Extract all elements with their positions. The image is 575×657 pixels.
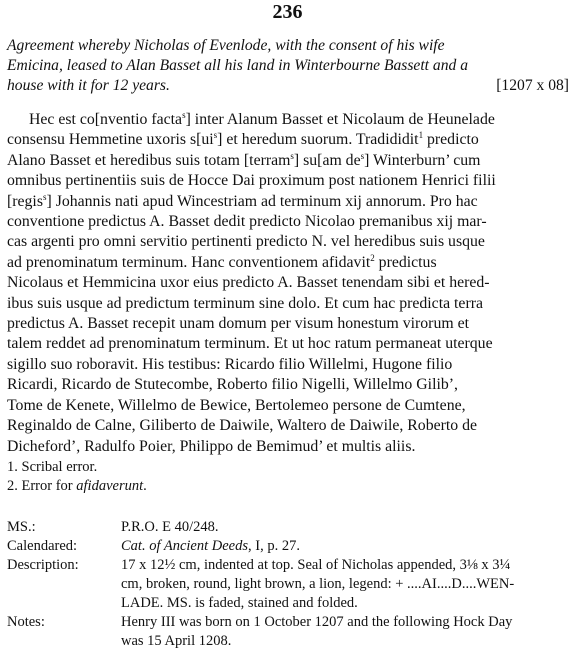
superscript-s: s — [42, 191, 47, 202]
text-fragment: ] Winterburn’ cum — [364, 151, 481, 169]
footnotes — [7, 458, 147, 496]
document-date: [1207 x 08] — [496, 77, 569, 94]
meta-label: Calendared: — [7, 538, 78, 554]
superscript-s: s — [360, 150, 365, 161]
text-fragment: Hec est co[nventio facta — [29, 111, 183, 128]
text-fragment: consensu Hemmetine uxoris s[ui — [7, 131, 214, 149]
text-line: Reginaldo de Calne, Giliberto de Daiwile, Waltero de Daiwile, Roberto de — [7, 417, 478, 435]
meta-value-title: Cat. of Ancient Deeds — [121, 538, 248, 554]
text-fragment: ] su[am de — [293, 151, 361, 169]
charter-text — [7, 110, 569, 457]
meta-value-line: LADE. MS. is faded, stained and folded. — [121, 595, 358, 611]
document-number: 236 — [272, 1, 303, 23]
meta-value-line: Henry III was born on 1 October 1207 and the following Hock Day — [121, 614, 513, 630]
text-line — [7, 192, 569, 212]
meta-value: P.R.O. E 40/248. — [121, 519, 219, 535]
text-line: cas argenti pro omni servitio pertinenti predicto N. vel heredibus suis usque — [7, 233, 485, 251]
footnote-2 — [7, 477, 147, 496]
meta-label: Description: — [7, 557, 79, 573]
summary-line: Emicina, leased to Alan Basset all his land in Winterbourne Bassett and a — [7, 57, 468, 74]
footnote-text: 2. Error for — [7, 478, 77, 494]
text-line — [7, 253, 569, 273]
superscript-s: s — [182, 110, 186, 120]
text-fragment: ] et heredum suorum. Tradididit — [217, 131, 419, 149]
meta-value-line: 17 x 12½ cm, indented at top. Seal of Nicholas appended, 3⅛ x 3¼ — [121, 557, 511, 573]
summary-line: house with it for 12 years. — [7, 77, 170, 94]
text-line: Nicolaus et Hemmicina uxor eius predicto A. Basset tenendam sibi et hered- — [7, 274, 490, 292]
summary-line: Agreement whereby Nicholas of Evenlode, with the consent of his wife — [7, 37, 445, 54]
summary-line-last — [7, 76, 569, 96]
meta-row-notes — [7, 613, 569, 651]
footnote-text: . — [143, 478, 147, 494]
text-line: talem reddet ad prenominatum terminum. Et ut hoc ratum permaneat uterque — [7, 335, 493, 353]
manuscript-metadata — [7, 518, 569, 651]
superscript-s: s — [290, 150, 294, 161]
meta-row-description — [7, 556, 569, 613]
text-fragment: ] Johannis nati apud Wincestriam ad terminum xij annorum. Pro hac — [46, 192, 478, 210]
text-fragment: ad prenominatum terminum. Hanc conventionem afidavit — [7, 253, 371, 271]
text-line — [7, 110, 569, 130]
text-line: Ricardi, Ricardo de Stutecombe, Roberto filio Nigelli, Willelmo Gilib’, — [7, 376, 458, 394]
footnote-ref-1: 1 — [418, 130, 424, 141]
text-fragment: [regis — [7, 192, 43, 210]
text-fragment: predictus — [374, 253, 437, 271]
text-line: consensu Hemmetine uxoris $s[ui^s]$ et heredum suorum. Tradididit$^1$ predicto — [7, 130, 479, 149]
text-line: sigillo suo roboravit. His testibus: Ricardo filio Willelmi, Hugone filio — [7, 355, 453, 373]
document-summary — [7, 36, 569, 96]
text-line: ibus suis usque ad predictum terminum sine dolo. Et cum hac predicta terra — [7, 294, 483, 312]
footnote-ref-2: 2 — [370, 252, 375, 263]
text-line: Dicheford’, Radulfo Poier, Philippo de Bemimud’ et multis aliis. — [7, 437, 416, 455]
text-line: conventione predictus A. Basset dedit predicto Nicolao premanibus xij mar- — [7, 213, 487, 231]
meta-row-calendared — [7, 537, 569, 556]
text-line — [7, 151, 569, 171]
text-line: Tome de Kenete, Willelmo de Bewice, Bertolemeo persone de Cumtene, — [7, 396, 466, 414]
meta-row-ms — [7, 518, 569, 537]
meta-value-line: cm, broken, round, light brown, a lion, legend: + ....AI....D....WEN- — [121, 576, 515, 592]
meta-value — [121, 556, 569, 613]
meta-value — [121, 537, 569, 556]
text-line: omnibus pertinentiis suis de Hocce Dai proximum post nationem Henrici filii — [7, 172, 496, 190]
meta-value — [121, 613, 569, 651]
text-fragment: Alano Basset et heredibus suis totam [terram — [7, 151, 291, 169]
superscript-s: s — [213, 130, 218, 141]
footnote-term: afidaverunt — [76, 478, 144, 494]
meta-label: Notes: — [7, 614, 45, 630]
meta-value-rest: , I, p. 27. — [248, 538, 300, 554]
footnote-1: 1. Scribal error. — [7, 459, 98, 475]
meta-value-line: was 15 April 1208. — [121, 633, 232, 649]
text-fragment: ] inter Alanum Basset et Nicolaum de Heunelade — [185, 111, 495, 128]
meta-label: MS.: — [7, 519, 36, 535]
text-line: predictus A. Basset recepit unam domum per visum honestum virorum et — [7, 315, 469, 333]
